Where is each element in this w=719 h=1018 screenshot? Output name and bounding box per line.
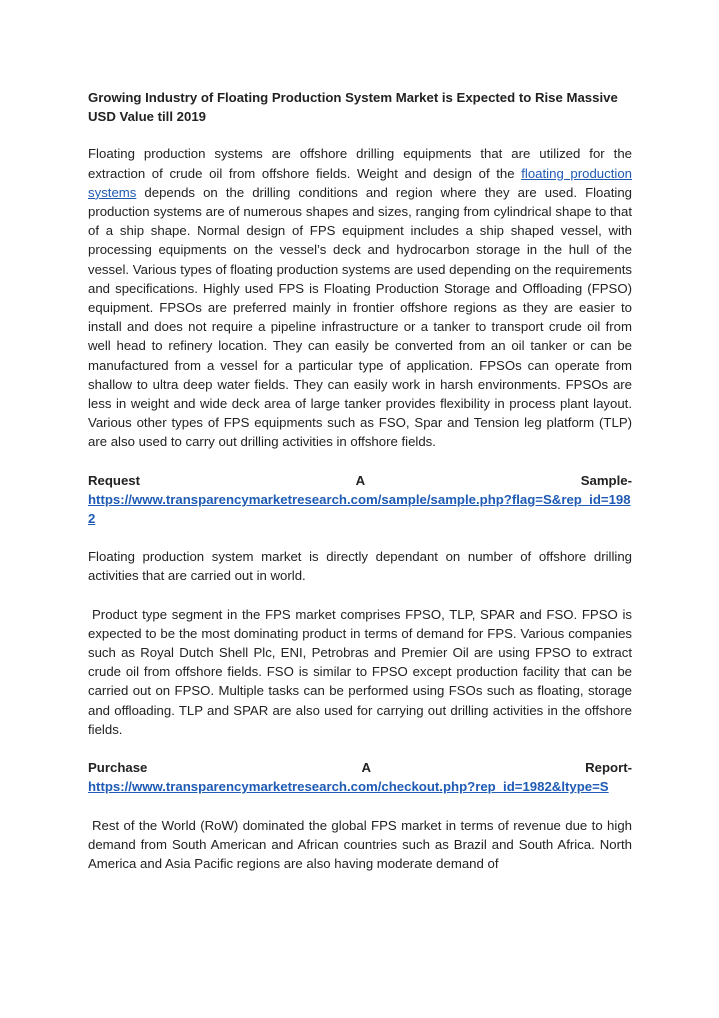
floating-production-systems-link[interactable]: floating production systems (88, 165, 632, 200)
product-type-paragraph: Product type segment in the FPS market comprises FPSO, TLP, SPAR and FSO. FPSO is expected to be the most dominating product in terms of demand for FPS. Various companies such as Royal Dutch Shell Plc, ENI, Petrobras and Premier Oil are using FPSO to extract crude oil from offshore fields. FSO is similar to FPSO except production facility that can be carried out on FPSO. Multiple tasks can be performed using FSOs such as floating, storage and offloading. TLP and SPAR are also used for carrying out drilling activities in the offshore fields. (88, 606, 632, 737)
purchase-word: Purchase (88, 760, 148, 776)
report-word: Report- (585, 760, 632, 776)
sample-word: Sample- (580, 472, 632, 488)
intro-paragraph (88, 144, 632, 451)
request-word: Request (88, 472, 141, 488)
purchase-report-link[interactable]: https://www.transparencymarketresearch.com/checkout.php?rep_id=1982&ltype=S (88, 779, 609, 795)
intro-text-before: Floating production systems are offshore drilling equipments that are utilized for the extraction of crude oil from offshore fields. Weight and design of the (88, 146, 632, 181)
regional-paragraph: Rest of the World (RoW) dominated the global FPS market in terms of revenue due to high demand from South American and African countries such as Brazil and South Africa. North America and Asia Pacific regions are also having moderate demand of (88, 817, 632, 871)
a-word: A (361, 760, 372, 776)
document-page (88, 88, 632, 892)
request-sample-label (88, 471, 632, 490)
purchase-report-block (88, 758, 632, 796)
a-word: A (355, 472, 366, 488)
request-sample-link[interactable]: https://www.transparencymarketresearch.com/sample/sample.php?flag=S&rep_id=1982 (88, 491, 631, 527)
intro-text-after: depends on the drilling conditions and region where they are used. Floating production systems are of numerous shapes and sizes, ranging from cylindrical shape to that of a ship shape. Normal design of FPS equipment includes a ship shaped vessel, with processing equipments on the vessel’s deck and hydrocarbon storage in the hull of the vessel. Various types of floating production systems are used depending on the requirements and specifications. Highly used FPS is Floating Production Storage and Offloading (FPSO) equipment. FPSOs are preferred mainly in frontier offshore regions as they are easier to install and does not require a pipeline infrastructure or a tanker to transport crude oil from well head to refinery location. They can easily be converted from an oil tanker or can be manufactured from a vessel for a particular type of application. FPSOs can operate from shallow to ultra deep water fields. They can easily work in harsh environments. FPSOs are less in weight and wide deck area of large tanker provides flexibility in process plant layout. Various other types of FPS equipments such as FSO, Spar and Tension leg platform (TLP) are also used to carry out drilling activities in offshore fields. (88, 184, 632, 450)
document-title: Growing Industry of Floating Production System Market is Expected to Rise Massive USD Value till 2019 (88, 90, 618, 125)
purchase-report-label (88, 758, 632, 777)
market-dependency-paragraph: Floating production system market is directly dependant on number of offshore drilling activities that are carried out in world. (88, 549, 632, 584)
request-sample-block (88, 471, 632, 529)
